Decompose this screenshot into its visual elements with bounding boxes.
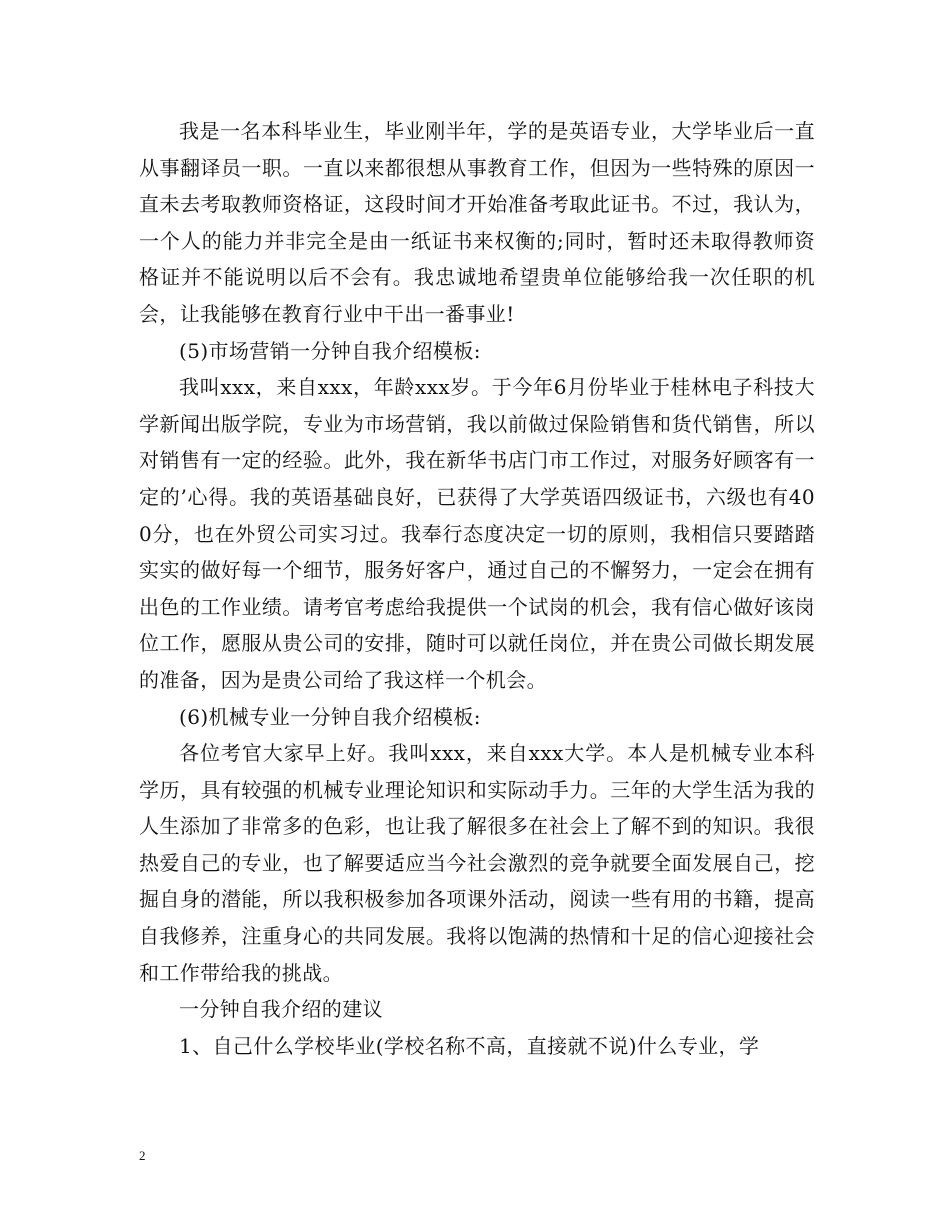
paragraph-english-major-intro: 我是一名本科毕业生，毕业刚半年，学的是英语专业，大学毕业后一直从事翻译员一职。一直以来都很想从事教育工作，但因为一些特殊的原因一直未去考取教师资格证，这段时间才开始准备考取此证书。不过，我认为，一个人的能力并非完全是由一纸证书来权衡的;同时，暂时还未取得教师资格证并不能说明以后不会有。我忠诚地希望贵单位能够给我一次任职的机会，让我能够在教育行业中干出一番事业! — [139, 119, 815, 326]
heading-mechanical-template: (6)机械专业一分钟自我介绍模板: — [179, 704, 481, 729]
heading-marketing-template: (5)市场营销一分钟自我介绍模板: — [179, 338, 481, 363]
paragraph-tip-1: 1、自己什么学校毕业(学校名称不高，直接就不说)什么专业，学 — [179, 1033, 760, 1058]
paragraph-mechanical-intro: 各位考官大家早上好。我叫xxx，来自xxx大学。本人是机械专业本科学历，具有较强的机械专业理论知识和实际动手力。三年的大学生活为我的人生添加了非常多的色彩，也让我了解很多在社会上了解不到的知识。我很热爱自己的专业，也了解要适应当今社会激烈的竞争就要全面发展自己，挖掘自身的潜能，所以我积极参加各项课外活动，阅读一些有用的书籍，提高自我修养，注重身心的共同发展。我将以饱满的热情和十足的信心迎接社会和工作带给我的挑战。 — [139, 741, 815, 985]
heading-self-intro-tips: 一分钟自我介绍的建议 — [179, 997, 383, 1022]
paragraph-marketing-intro: 我叫xxx，来自xxx，年龄xxx岁。于今年6月份毕业于桂林电子科技大学新闻出版学院，专业为市场营销，我以前做过保险销售和货代销售，所以对销售有一定的经验。此外，我在新华书店门市工作过，对服务好顾客有一定的’心得。我的英语基础良好，已获得了大学英语四级证书，六级也有400分，也在外贸公司实习过。我奉行态度决定一切的原则，我相信只要踏踏实实的做好每一个细节，服务好客户，通过自己的不懈努力，一定会在拥有出色的工作业绩。请考官考虑给我提供一个试岗的机会，我有信心做好该岗位工作，愿服从贵公司的安排，随时可以就任岗位，并在贵公司做长期发展的准备，因为是贵公司给了我这样一个机会。 — [139, 375, 815, 692]
document-body — [139, 113, 815, 1064]
page-number: 2 — [139, 1148, 146, 1163]
